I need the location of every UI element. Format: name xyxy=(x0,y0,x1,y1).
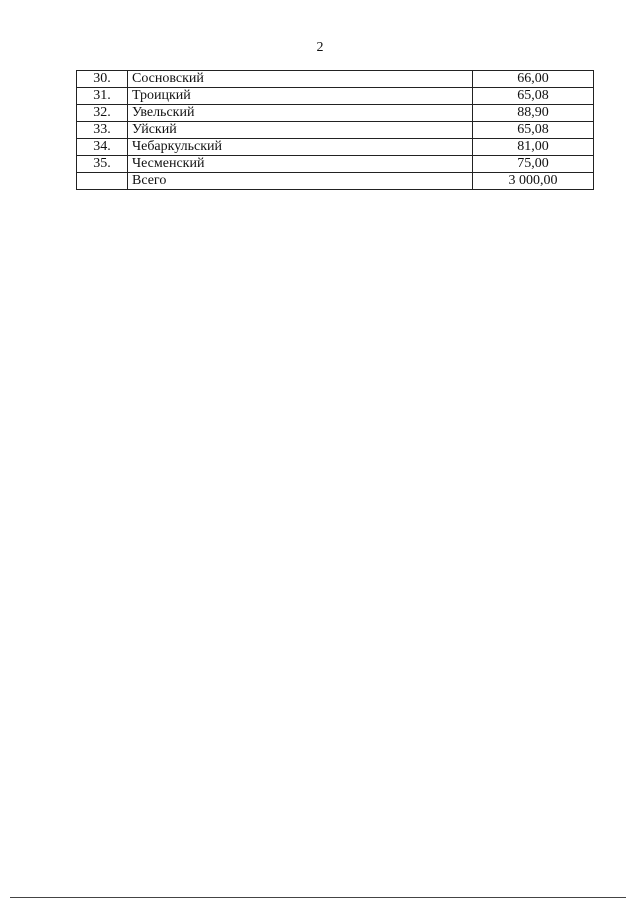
district-name: Уйский xyxy=(128,122,473,139)
row-number: 32. xyxy=(77,105,128,122)
total-value: 3 000,00 xyxy=(473,173,594,190)
total-number xyxy=(77,173,128,190)
total-label: Всего xyxy=(128,173,473,190)
table-row xyxy=(77,122,594,139)
district-name: Чебаркульский xyxy=(128,139,473,156)
table-row xyxy=(77,105,594,122)
page-number: 2 xyxy=(316,40,324,55)
amount-value: 88,90 xyxy=(473,105,594,122)
district-name: Троицкий xyxy=(128,88,473,105)
district-name: Чесменский xyxy=(128,156,473,173)
amount-value: 66,00 xyxy=(473,71,594,88)
bottom-rule xyxy=(10,897,626,898)
amount-value: 81,00 xyxy=(473,139,594,156)
amount-value: 65,08 xyxy=(473,88,594,105)
row-number: 34. xyxy=(77,139,128,156)
row-number: 30. xyxy=(77,71,128,88)
row-number: 31. xyxy=(77,88,128,105)
total-row xyxy=(77,173,594,190)
table-row xyxy=(77,139,594,156)
amount-value: 75,00 xyxy=(473,156,594,173)
row-number: 35. xyxy=(77,156,128,173)
table-row xyxy=(77,71,594,88)
district-name: Увельский xyxy=(128,105,473,122)
allocation-table xyxy=(76,70,594,190)
table-row xyxy=(77,156,594,173)
row-number: 33. xyxy=(77,122,128,139)
amount-value: 65,08 xyxy=(473,122,594,139)
table-row xyxy=(77,88,594,105)
district-name: Сосновский xyxy=(128,71,473,88)
